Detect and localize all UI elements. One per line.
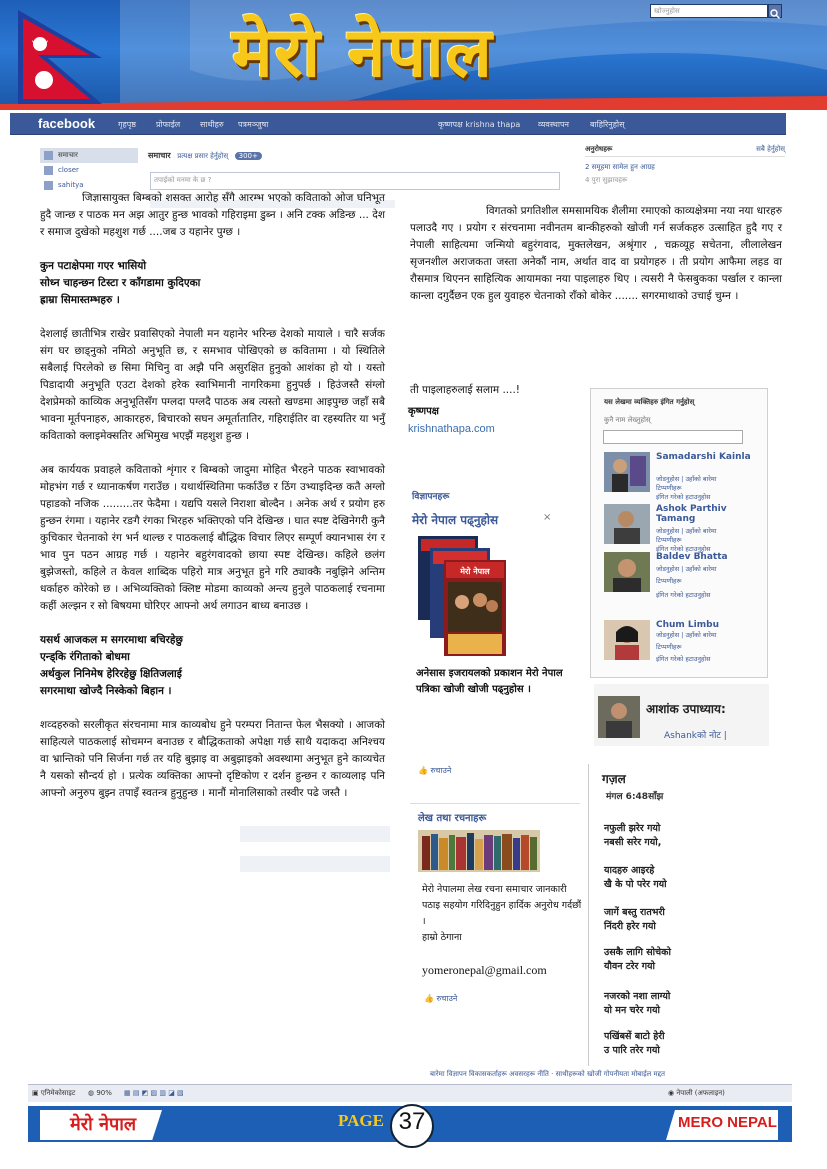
ghazal-stanza: उसकै लागि सोचेको यौवन टरेर गयो — [604, 947, 671, 972]
suggested-person — [604, 452, 764, 502]
remove-tag-link[interactable]: इंगित गरेको हटाउनुहोस — [656, 591, 711, 599]
faded-feed-row — [240, 826, 390, 842]
facebook-logo[interactable]: facebook — [38, 116, 96, 131]
books-image[interactable] — [418, 830, 540, 872]
facebook-top-bar — [10, 113, 786, 135]
avatar[interactable] — [604, 620, 650, 660]
ads-label: विज्ञापनहरू — [412, 492, 450, 502]
footer-right-title: MERO NEPAL — [678, 1114, 777, 1131]
person-actions[interactable]: जोडनुहोस | उहाँको बारेमा — [656, 475, 717, 483]
news-feed-title: समाचार — [148, 151, 171, 160]
person-comments[interactable]: टिप्पणीहरू — [656, 536, 682, 544]
facebook-sidebar — [40, 148, 138, 193]
suggested-person — [604, 504, 764, 554]
article-paragraph: अब कार्ययक प्रवाहले कविताको शृंगार र बिम्बको जादुमा मोहित भैरहने पाठक स्वाभावको मोहभंग गर्छ र ध्यानाकर्षण गराउँछ । यथार्थस्थितिमा फर्काउँछ र ठिंग उभ्याइदिन्छ कतै अग्लो पहाडको नजिक .........तर फेदैमा । यद्यपि यसले निराशा बोल्दैन । अनेक अर्थ र प्रयोग हरु हुन्छन रंगमा । यहानेर रङगै रंगका भिरहरु भक्तिएको पनि देखिन्छ । घात स्पष्ट देखिनेगरी कुनै कुचिकार चेतनाको रंग भर्न थाल्छ र पाठकलाई बौद्धिक विचार लिएर सम्पूर्ण क्यानभास रंग र भाव पुन पठन आग्रह गर्छ । यहानेर बहुरंगवादको छाया स्पष्ट देखिन्छ। कहिले छलंग बुझेजस्तो, कहिले त केवल शाब्दिक पहिरो मात्र अनुभूत हुने गरि ठ्याक्कै नबुझिने अन्तिम धर्काहरु कोरेको छ । अभिव्यक्तिको क्लिष्ट मोडमा काव्यको अन्त्य हुनुले पाठकलाई रचनामा कहीं अल्झन र सो बिषयमा घोरिएर आफ्नो अर्थ लगाउन बाध्य बनाउछ । — [40, 464, 385, 612]
close-icon[interactable]: × — [543, 512, 552, 523]
avatar[interactable] — [604, 552, 650, 592]
live-feed-link[interactable]: प्रत्यक्ष प्रसार हेर्नुहोस् — [177, 152, 229, 160]
like-label: रुचाउने — [436, 994, 458, 1003]
nav-settings[interactable]: व्यवस्थापन — [538, 120, 569, 129]
favorites-item[interactable] — [32, 1089, 75, 1098]
sidebar-item-news[interactable]: समाचार — [40, 148, 138, 163]
ad-title[interactable]: लेख तथा रचनाहरू — [418, 813, 487, 824]
footer-left-title: मेरो नेपाल — [70, 1114, 137, 1135]
faded-feed-row — [240, 856, 390, 872]
salute-line: ती पाइलाहरुलाई सलाम ....! — [410, 384, 521, 396]
article-right-column — [410, 203, 782, 319]
poem-quote: यसर्थ आजकल म सगरमाथा बचिरहेछु एन्ड्कि रंगिताको बोधमा अर्थकुल निनिमेष हेरिरहेछु क्षितिजलाई सगरमाथा खोज्दै निस्केको बिहान । — [40, 634, 183, 697]
like-label: रुचाउने — [430, 766, 452, 775]
ad-description: अनेसास इजरायलको प्रकाशन मेरो नेपाल पत्रिका खोजी खोजी पढ्नुहोस । — [416, 668, 563, 695]
zoom-value: 90% — [96, 1089, 112, 1097]
person-comments[interactable]: टिप्पणीहरू — [656, 577, 682, 585]
magazine-title: मेरो नेपाल — [232, 14, 494, 93]
zoom-level[interactable] — [88, 1089, 112, 1097]
like-button[interactable] — [424, 993, 457, 1004]
nav-friends[interactable]: साथीहरु — [200, 120, 224, 129]
facebook-footer-links[interactable]: बारेमा विज्ञापन विकासकर्ताहरू अवसरहरू नीति · साथीहरूको खोजी गोपनीयता मोबाईल मद्दत — [430, 1070, 666, 1078]
nav-home[interactable]: गृहपृष्ठ — [118, 120, 137, 129]
avatar[interactable] — [604, 504, 650, 544]
profile-name[interactable]: आशांक उपाध्याय: — [646, 702, 726, 716]
like-button[interactable] — [418, 765, 451, 776]
ghazal-stanza: नजरको नशा लाग्यो यो मन चरेर गयो — [604, 991, 671, 1016]
author-name: कृष्णपक्ष — [408, 406, 439, 417]
avatar[interactable] — [598, 696, 640, 738]
ad-title[interactable]: मेरो नेपाल पढ्नुहोस — [412, 513, 499, 527]
article-paragraph: विगतको प्रगतिशील समसामयिक शैलीमा रमाएको काव्यक्षेत्रमा नया नया धारहरु पलाउदै गए । प्रयोग र संरचनामा नवीनतम बान्कीहरुको खोजी गर्न सर्जकहरु उत्साहित हुदै गए र नेपाली साहित्यमा जन्मियो बहुरंगवाद, मुक्तलेखन, अश्रृंगार , चक्रव्यूह सचेतना, लीलालेखन सृजनशील अराजकता जस्ता अनेकौं नाम, अर्थात वाद वा प्रयोगहरु । ती प्रयोग आफैमा लहड वा रौसमात्र थिएनन साहित्यिक आयामका नया पाइलाहरु थिए । त्यसरी नै फेसबुकका पर्खाल र कान्ला कान्ला दगुर्दैछन एक हुल युवाहरु चेतनाको राँको बोकेर ....... सगरमाथाको उचाई चुम्न । — [410, 205, 782, 302]
person-name[interactable]: Baldev Bhatta — [656, 552, 728, 562]
ghazal-stanza: पखिंबसें बाटो हेरी उ पारि तरेर गयो — [604, 1031, 665, 1056]
language-icon: ◉ — [668, 1089, 675, 1097]
magnifier-icon — [769, 8, 781, 20]
nav-inbox[interactable]: पत्रमञ्जुषा — [238, 120, 269, 129]
requests-see-all-link[interactable]: सबै हेर्नुहोस् — [756, 145, 785, 153]
article-left-column — [40, 190, 385, 819]
tag-suggestions-hint: कुनै नाम लेख्नुहोस् — [604, 416, 651, 424]
nepal-flag-icon — [10, 8, 110, 108]
suggestion-request[interactable]: 4 पुरा सुझावहरू — [585, 176, 628, 184]
sidebar-item-closer[interactable]: closer — [40, 163, 138, 178]
requests-title: अनुरोधहरू — [585, 145, 613, 153]
ghazal-stanza: नफुली झरेर गयो नबसी सरेर गयो, — [604, 823, 662, 848]
status-input[interactable]: तपाईको मनमा के छ ? — [150, 172, 560, 190]
search-icon[interactable] — [768, 4, 782, 18]
page-label: PAGE — [338, 1111, 384, 1130]
page-icon: ▣ — [32, 1089, 39, 1097]
ghazal-title: गज़ल — [602, 772, 626, 786]
browser-status-bar — [28, 1084, 792, 1102]
person-comments[interactable]: टिप्पणीहरू — [656, 643, 682, 651]
ghazal-date: मंगल 6:48साँझ — [606, 792, 664, 802]
tag-name-input[interactable] — [603, 430, 743, 444]
avatar[interactable] — [604, 452, 650, 492]
suggested-person — [604, 620, 764, 670]
ad-description: मेरो नेपालमा लेख रचना समाचार जानकारी पठाइ सहयोग गरिदिनुहुन हार्दिक अनुरोध गर्दछौं । हाम्रो ठेगाना — [422, 884, 582, 943]
sidebar-item-sahitya[interactable]: sahitya — [40, 178, 138, 193]
person-comments[interactable]: टिप्पणीहरू — [656, 484, 682, 492]
article-paragraph: देशलाई छातीभित्र राखेर प्रवासिएको नेपाली मन यहानेर भरिन्छ देशको मायाले । चारै सर्जक संग घर छाड्नुको नमिठो अनुभूति छ, र समभाव पोखिएको छ कवितामा । यो स्थितिले सबैलाई पिरलेको छ सिमा मिचिनु वा अझै पनि असुरक्षित हुनुको आशंका हो यो । यस्तो पिडादायी अनुभूति एउटा देशको हरेक स्वाभिमानी नागरिकमा हुनुपर्छ । हिउंजस्तै संग्लो देशप्रेमको काव्यिक अनुभूतिसँग पग्लदा पग्लदै पाठक अब त्यस्तो खण्डमा आइपुग्छ जहाँ सबै भावना मूर्तपनाहरु, आकारहरु, बिचारको सघन अमूर्तातातिर, गहिराईतिर वा रहस्यतिर या भनुँ कविताको क्लाइमेक्सतिर अभिमुख भएझैं महशुश हुन्छ । — [40, 328, 385, 442]
cover-title: मेरो नेपाल — [460, 567, 490, 576]
nav-profile[interactable]: प्रोफाईल — [156, 120, 181, 129]
remove-tag-link[interactable]: इंगित गरेको हटाउनुहोस — [656, 493, 711, 501]
ghazal-stanza: यादहरु आइरहे खै के पो परेर गयो — [604, 865, 667, 890]
search-input[interactable]: खोज्नुहोस — [650, 4, 768, 18]
remove-tag-link[interactable]: इंगित गरेको हटाउनुहोस — [656, 545, 711, 553]
profile-note-link[interactable]: Ashankको नोट | — [664, 731, 727, 741]
magazine-covers-image[interactable] — [418, 536, 506, 656]
globe-icon: ◍ — [88, 1089, 95, 1097]
remove-tag-link[interactable]: इंगित गरेको हटाउनुहोस — [656, 655, 711, 663]
nav-logout[interactable]: बाहिरिनुहोस् — [590, 120, 625, 129]
tag-suggestions-title: यस लेखमा व्यक्तिहरु इंगित गर्नुहोस् — [604, 398, 695, 406]
toolbar-icons[interactable]: ▦ ▤ ◩ ▨ ▥ ◪ ▧ — [124, 1089, 184, 1097]
article-paragraph: जिज्ञासायुक्त बिम्बको शसक्त आरोह सँगै आरम्भ भएको कविताको ओज घनिभूत हुदै जान्छ र पाठक मन अझ आतुर हुन्छ भावको गहिराइमा डुब्न । अनि टक्क अडिन्छ ... देश र समाज दुखेको महशुश गर्छ ....जब उ यहानेर पुग्छ । — [40, 192, 385, 238]
person-actions[interactable]: जोडनुहोस | उहाँको बारेमा — [656, 565, 717, 573]
ghazal-stanza: जागें बस्तु रातभरी निंदरी हरेर गयो — [604, 907, 665, 932]
poem-quote: कुन पटाक्षेपमा गएर भासियो सोध्न चाहन्छन टिस्टा र काँगडामा कुदिएका ह्राम्रा सिमास्तम्भहरु । — [40, 260, 201, 306]
feed-count-badge: 300+ — [235, 152, 262, 160]
person-actions[interactable]: जोडनुहोस | उहाँको बारेमा — [656, 527, 717, 535]
group-request[interactable]: 2 समूहमा सामेल हुन आग्रह — [585, 163, 655, 171]
news-feed-header — [148, 150, 568, 164]
nav-user[interactable]: कृष्णपक्ष krishna thapa — [438, 120, 521, 129]
article-paragraph: शव्दहरुको सरलीकृत संरचनामा मात्र काव्यबोध हुने परम्परा नितान्त फेल भैसक्यो । आजको साहित्यले पाठकलाई सोचमग्न बनाउछ र बौद्धिकताको अपेक्षा गर्छ साथै यदाकदा अनिश्चय वा भ्रान्तिको पनि सिर्जना गर्छ तर यहि बुझाइ वा अबुझाइको अवस्थामा अनुभूत हुने काव्यचेत नै यसको सौन्दर्य हो । प्रत्येक व्यक्तिका आफ्नो दृष्टिकोण र दर्शन हुन्छन र काव्यलाइ पनि आफ्नो अनुरुप बुझ्न तपाइँ स्वतन्त्र हुनुहुन्छ । मानौं मोनालिसाको तस्वीर पढे जस्तै । — [40, 719, 385, 799]
requests-panel — [585, 145, 785, 185]
author-website-link[interactable]: krishnathapa.com — [408, 423, 495, 435]
thumbs-up-icon: 👍 — [418, 766, 428, 775]
page-number: 37 — [398, 1108, 426, 1135]
requests-header — [585, 145, 785, 157]
suggested-person — [604, 552, 764, 602]
thumbs-up-icon: 👍 — [424, 994, 434, 1003]
person-name[interactable]: Samadarshi Kainla — [656, 452, 751, 462]
person-name[interactable]: Chum Limbu — [656, 620, 719, 630]
person-name[interactable]: Ashok Parthiv Tamang — [656, 504, 727, 524]
language-label: नेपाली (अफलाइन) — [676, 1089, 725, 1097]
language-indicator[interactable] — [668, 1089, 725, 1098]
favorites-label: एनिमेकोसाइट — [40, 1089, 76, 1097]
person-actions[interactable]: जोडनुहोस | उहाँको बारेमा — [656, 631, 717, 639]
contact-email[interactable]: yomeronepal@gmail.com — [422, 963, 547, 977]
